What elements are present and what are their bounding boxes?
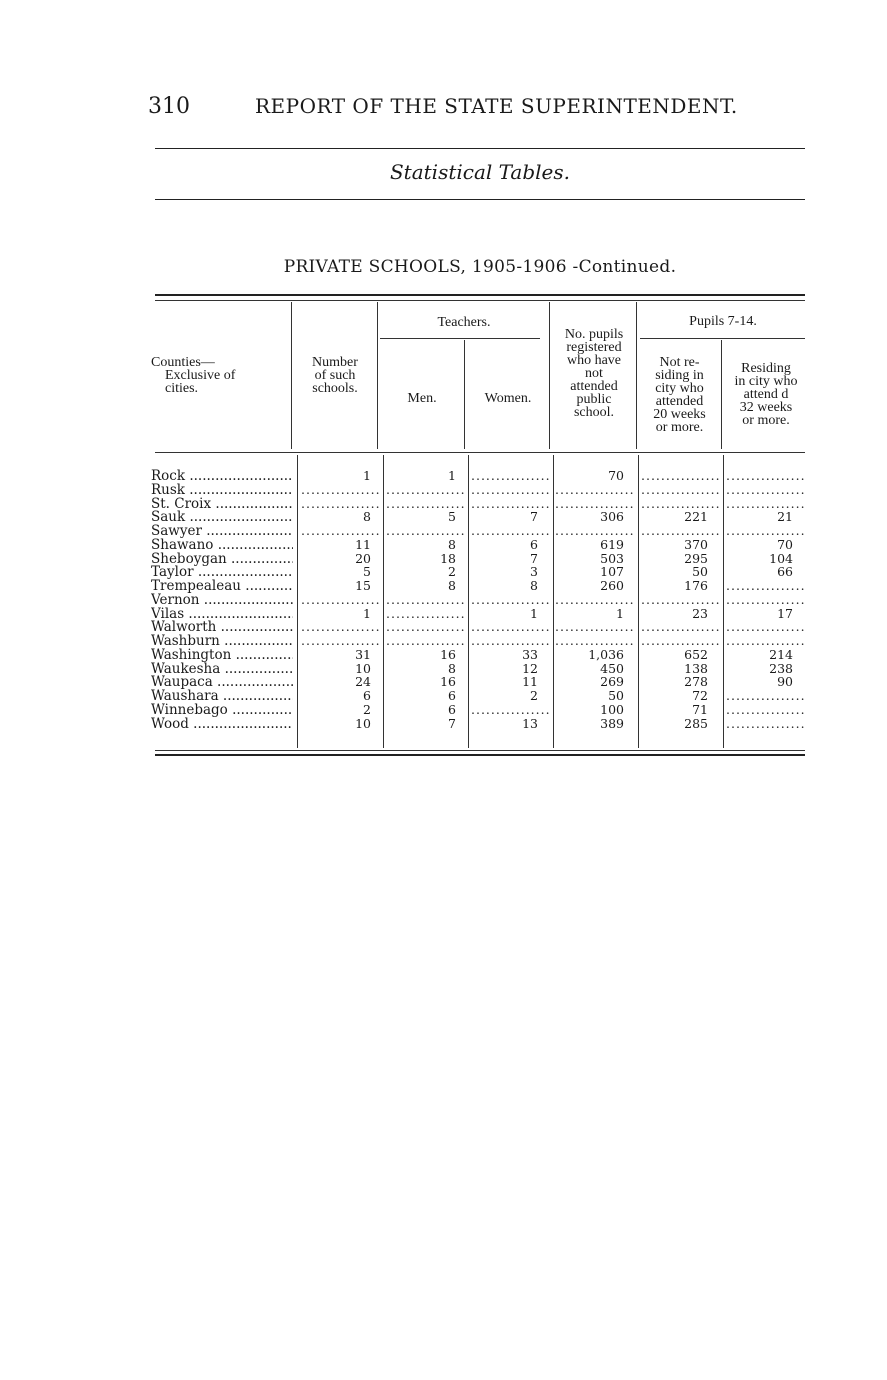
table-top-rule — [155, 294, 805, 296]
county-name: Sauk ..... — [151, 510, 293, 524]
pupils-value: 100 — [600, 701, 624, 717]
women-value: 11 — [522, 674, 538, 690]
pupils-value: 503 — [600, 550, 624, 566]
empty-cell — [641, 593, 721, 607]
empty-cell — [726, 524, 806, 538]
table-row — [151, 565, 811, 579]
empty-cell — [471, 469, 551, 483]
not-residing-value: 278 — [684, 674, 708, 690]
county-name: Waushara ..... — [151, 689, 293, 703]
header-number-schools: Number of such schools. — [312, 355, 358, 396]
pupils-value: 306 — [600, 509, 624, 525]
table-row — [151, 524, 811, 538]
empty-cell — [726, 497, 806, 511]
not-residing-value: 176 — [684, 578, 708, 593]
not-residing-value: 221 — [684, 509, 708, 525]
not-residing-value: 23 — [692, 605, 708, 621]
empty-cell — [726, 620, 806, 634]
empty-cell — [641, 483, 721, 497]
empty-cell — [301, 483, 381, 497]
empty-cell — [641, 620, 721, 634]
men-value: 18 — [440, 550, 456, 566]
county-name: Trempealeau ..... — [151, 579, 293, 593]
empty-cell — [386, 593, 466, 607]
empty-cell — [301, 593, 381, 607]
not-residing-value: 370 — [684, 536, 708, 552]
empty-cell — [301, 620, 381, 634]
men-value: 16 — [440, 674, 456, 690]
empty-cell — [386, 620, 466, 634]
men-value: 8 — [448, 536, 456, 552]
empty-cell — [471, 524, 551, 538]
table-row — [151, 593, 811, 607]
schools-value: 1 — [363, 468, 371, 483]
table-row — [151, 717, 811, 731]
table-bottom-rule — [155, 754, 805, 756]
schools-value: 31 — [355, 646, 371, 662]
county-name: Waupaca ..... — [151, 675, 293, 689]
empty-cell — [726, 717, 806, 731]
table-row — [151, 689, 811, 703]
empty-cell — [471, 497, 551, 511]
residing-value: 17 — [777, 605, 793, 621]
pupils-value: 619 — [600, 536, 624, 552]
county-name: Shawano ..... — [151, 538, 293, 552]
pupils-value: 107 — [600, 564, 624, 580]
women-value: 2 — [530, 688, 538, 703]
pupils-value: 70 — [608, 468, 624, 483]
county-name: Sheboygan ..... — [151, 552, 293, 566]
women-value: 12 — [522, 660, 538, 676]
schools-value: 1 — [363, 605, 371, 621]
table-row — [151, 552, 811, 566]
empty-cell — [471, 620, 551, 634]
section-rule — [155, 199, 805, 200]
header-pupils-not-attended: No. pupils registered who have not attended public school. — [564, 327, 624, 420]
not-residing-value: 71 — [692, 701, 708, 717]
schools-value: 11 — [355, 536, 371, 552]
header-bottom-rule — [155, 452, 805, 453]
table-row — [151, 703, 811, 717]
county-name: Vilas ..... — [151, 607, 293, 621]
pupils-rule — [640, 338, 805, 339]
residing-value: 21 — [777, 509, 793, 525]
men-value: 6 — [448, 688, 456, 703]
page-number: 310 — [148, 94, 190, 119]
women-value: 6 — [530, 536, 538, 552]
not-residing-value: 72 — [692, 688, 708, 703]
women-value: 1 — [530, 605, 538, 621]
residing-value: 104 — [769, 550, 793, 566]
empty-cell — [726, 634, 806, 648]
residing-value: 66 — [777, 564, 793, 580]
empty-cell — [641, 524, 721, 538]
women-value: 7 — [530, 550, 538, 566]
women-value: 8 — [530, 578, 538, 593]
schools-value: 2 — [363, 701, 371, 717]
section-title: Statistical Tables. — [389, 160, 571, 184]
empty-cell — [555, 524, 635, 538]
not-residing-value: 295 — [684, 550, 708, 566]
empty-cell — [726, 483, 806, 497]
table-row — [151, 607, 811, 621]
header-men: Men. — [407, 391, 437, 406]
schools-value: 6 — [363, 688, 371, 703]
men-value: 16 — [440, 646, 456, 662]
county-name: Rusk ..... — [151, 483, 293, 497]
table-row — [151, 634, 811, 648]
county-name: Sawyer ..... — [151, 524, 293, 538]
empty-cell — [471, 483, 551, 497]
empty-cell — [726, 579, 806, 593]
county-name: St. Croix ..... — [151, 497, 293, 511]
header-counties: Counties— Exclusive of cities. — [151, 355, 236, 396]
men-value: 2 — [448, 564, 456, 580]
top-rule — [155, 148, 805, 149]
county-name: Vernon ..... — [151, 593, 293, 607]
empty-cell — [555, 634, 635, 648]
table-row — [151, 469, 811, 483]
pupils-value: 1 — [616, 605, 624, 621]
men-value: 6 — [448, 701, 456, 717]
empty-cell — [386, 524, 466, 538]
empty-cell — [555, 593, 635, 607]
residing-value: 238 — [769, 660, 793, 676]
empty-cell — [726, 703, 806, 717]
empty-cell — [471, 703, 551, 717]
men-value: 5 — [448, 509, 456, 525]
men-value: 8 — [448, 660, 456, 676]
pupils-value: 260 — [600, 578, 624, 593]
table-row — [151, 538, 811, 552]
teachers-rule — [380, 338, 540, 339]
empty-cell — [301, 524, 381, 538]
county-name: Washburn ..... — [151, 634, 293, 648]
pupils-value: 50 — [608, 688, 624, 703]
empty-cell — [641, 497, 721, 511]
county-name: Rock ..... — [151, 469, 293, 483]
schools-value: 10 — [355, 660, 371, 676]
header-pupils-7-14: Pupils 7-14. — [689, 314, 757, 329]
not-residing-value: 285 — [684, 715, 708, 731]
empty-cell — [386, 483, 466, 497]
table-row — [151, 648, 811, 662]
empty-cell — [386, 607, 466, 621]
county-name: Wood ..... — [151, 717, 293, 731]
pupils-value: 450 — [600, 660, 624, 676]
col-sep — [549, 302, 550, 449]
not-residing-value: 652 — [684, 646, 708, 662]
empty-cell — [555, 620, 635, 634]
county-name: Walworth ..... — [151, 620, 293, 634]
residing-value: 214 — [769, 646, 793, 662]
county-name: Washington ..... — [151, 648, 293, 662]
county-name: Waukesha ..... — [151, 662, 293, 676]
empty-cell — [386, 634, 466, 648]
schools-value: 5 — [363, 564, 371, 580]
not-residing-value: 138 — [684, 660, 708, 676]
header-residing: Residing in city who attend d 32 weeks or more. — [734, 361, 798, 428]
empty-cell — [726, 689, 806, 703]
empty-cell — [471, 593, 551, 607]
pupils-value: 1,036 — [588, 646, 624, 662]
county-name: Taylor ..... — [151, 565, 293, 579]
running-head: REPORT OF THE STATE SUPERINTENDENT. — [255, 94, 738, 118]
empty-cell — [641, 469, 721, 483]
empty-cell — [555, 483, 635, 497]
women-value: 33 — [522, 646, 538, 662]
table-row — [151, 510, 811, 524]
women-value: 7 — [530, 509, 538, 525]
empty-cell — [641, 634, 721, 648]
schools-value: 8 — [363, 509, 371, 525]
men-value: 1 — [448, 468, 456, 483]
table-row — [151, 497, 811, 511]
table-row — [151, 675, 811, 689]
col-sep — [291, 302, 292, 449]
col-sep — [464, 340, 465, 449]
table-title: PRIVATE SCHOOLS, 1905-1906 -Continued. — [283, 257, 677, 277]
empty-cell — [301, 634, 381, 648]
table-top-rule-thin — [155, 300, 805, 301]
residing-value: 70 — [777, 536, 793, 552]
residing-value: 90 — [777, 674, 793, 690]
empty-cell — [726, 593, 806, 607]
women-value: 3 — [530, 564, 538, 580]
men-value: 8 — [448, 578, 456, 593]
schools-value: 10 — [355, 715, 371, 731]
schools-value: 24 — [355, 674, 371, 690]
county-name: Winnebago ..... — [151, 703, 293, 717]
header-women: Women. — [484, 391, 532, 406]
table-row — [151, 579, 811, 593]
schools-value: 15 — [355, 578, 371, 593]
table-row — [151, 483, 811, 497]
women-value: 13 — [522, 715, 538, 731]
pupils-value: 389 — [600, 715, 624, 731]
men-value: 7 — [448, 715, 456, 731]
table-bottom-rule-thin — [155, 750, 805, 751]
empty-cell — [471, 634, 551, 648]
table-row — [151, 620, 811, 634]
empty-cell — [726, 469, 806, 483]
col-sep — [377, 302, 378, 449]
pupils-value: 269 — [600, 674, 624, 690]
schools-value: 20 — [355, 550, 371, 566]
header-not-residing: Not re- siding in city who attended 20 weeks or more. — [653, 355, 706, 435]
not-residing-value: 50 — [692, 564, 708, 580]
table-row — [151, 662, 811, 676]
header-teachers: Teachers. — [437, 315, 491, 330]
